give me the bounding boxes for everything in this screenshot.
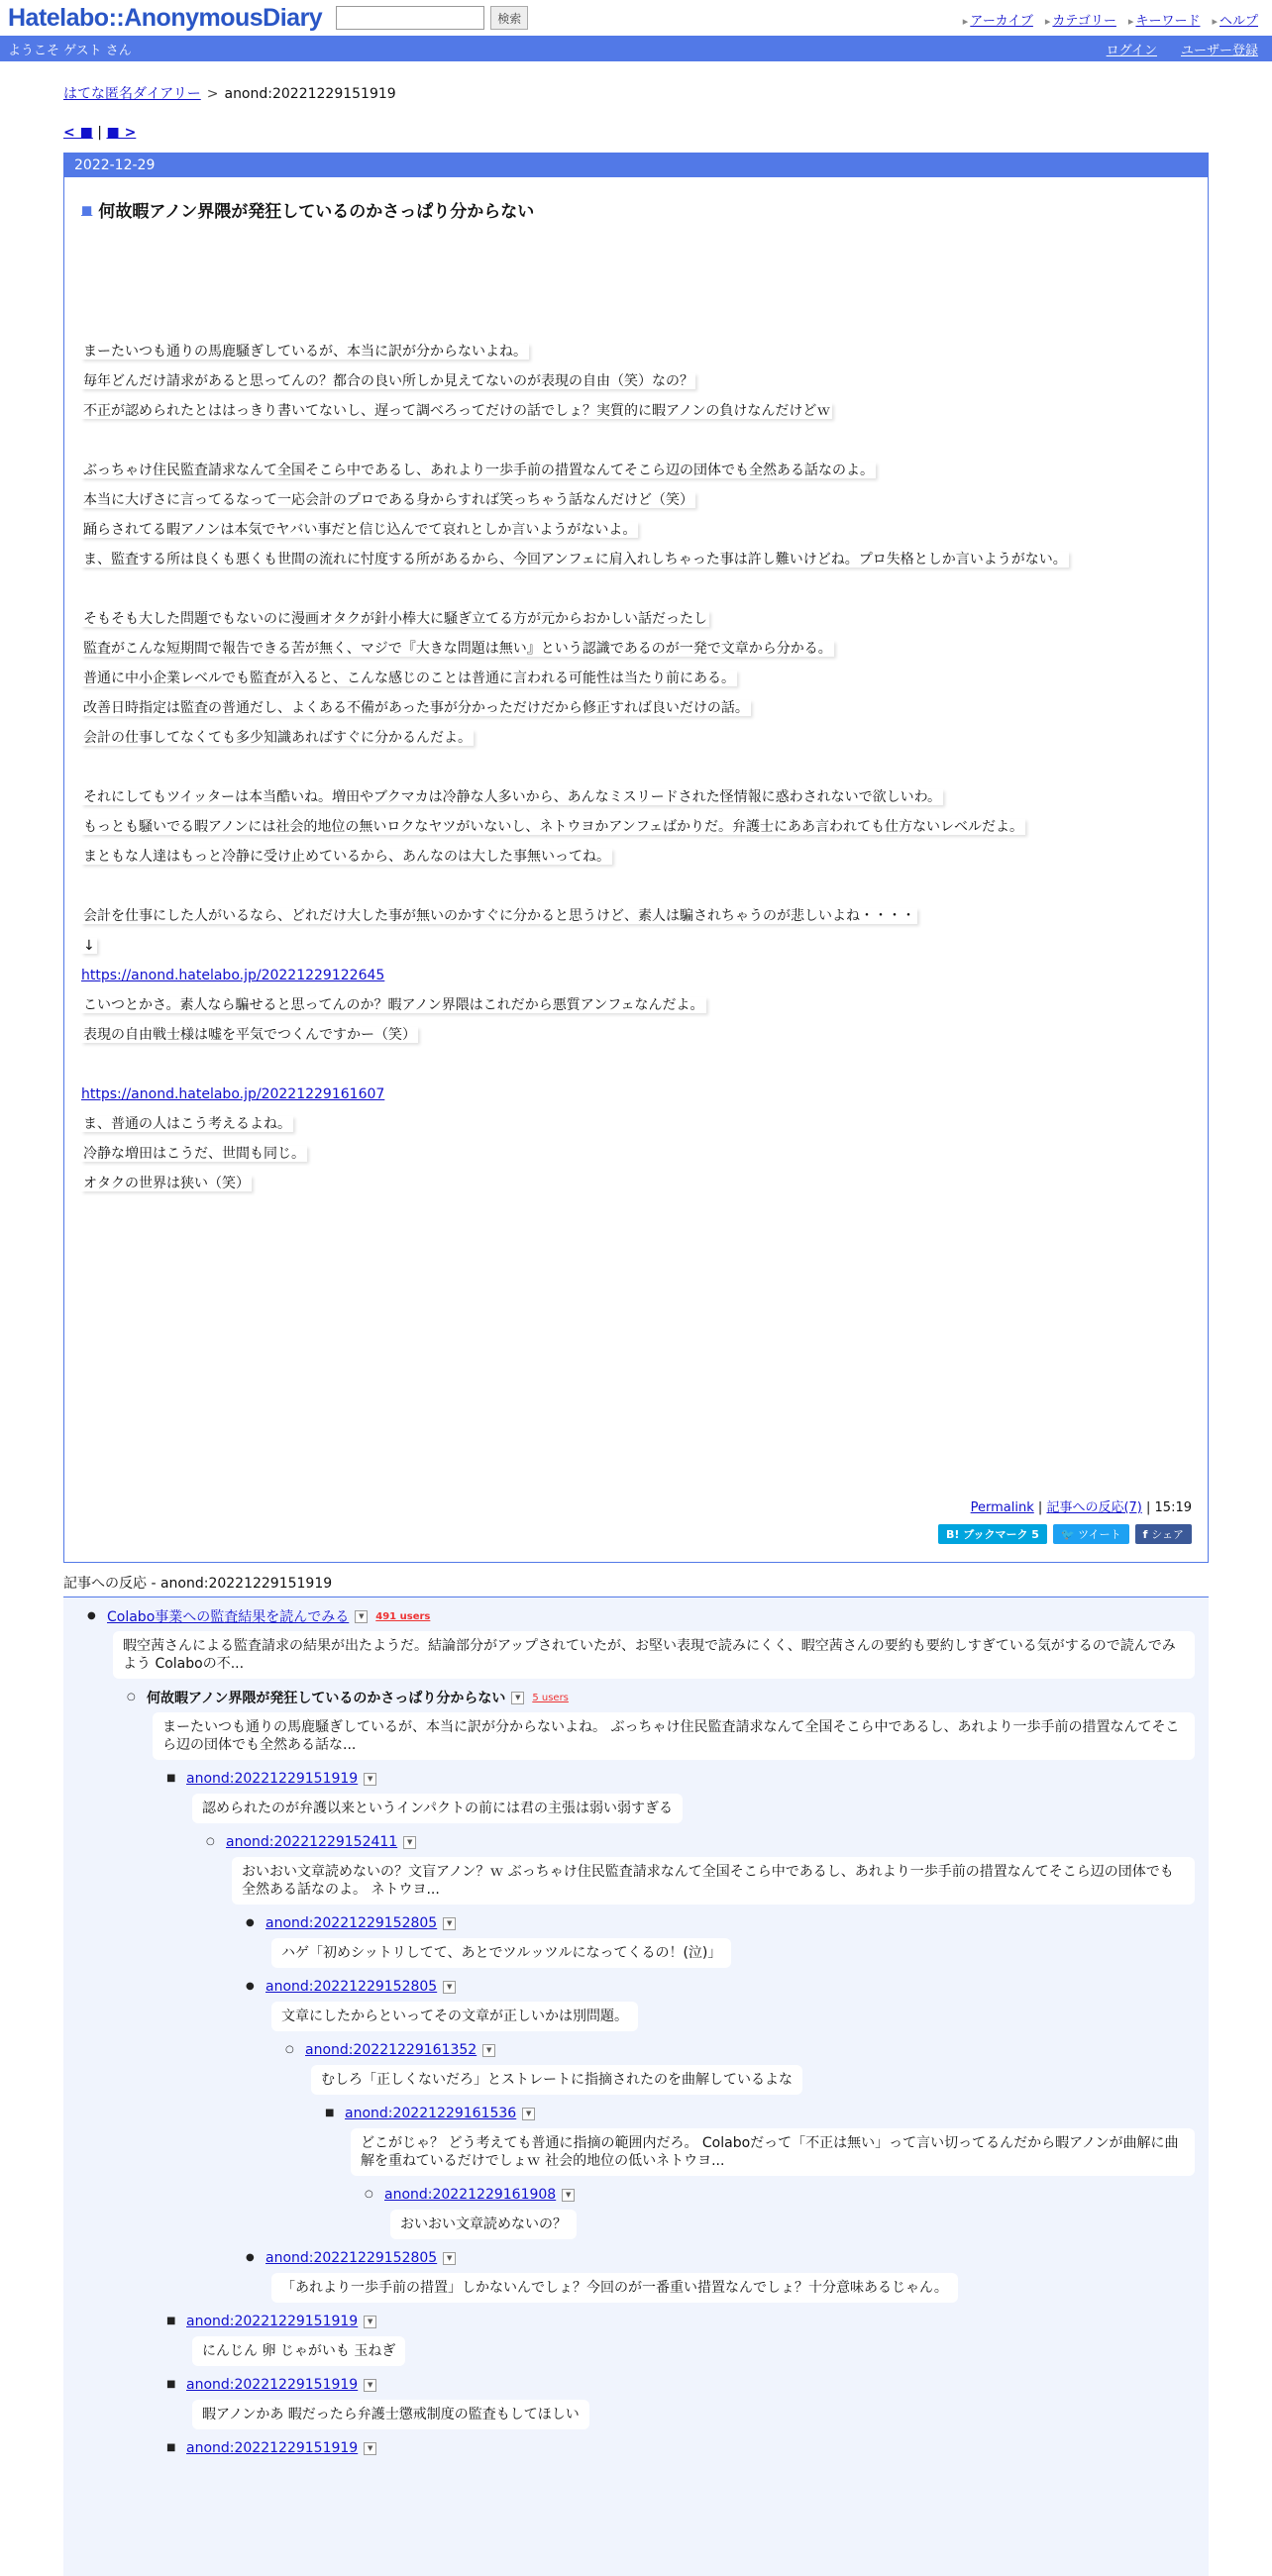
response-node bbox=[206, 1831, 1209, 1912]
response-head bbox=[384, 2184, 1209, 2206]
entry-line-text: 改善日時指定は監査の普通だし、よくある不備があった事が分かっただけだから修正すれば良いだけの話。 bbox=[83, 700, 749, 716]
share-buttons bbox=[938, 1524, 1192, 1544]
prev-entry-link[interactable]: < ■ bbox=[63, 125, 93, 141]
dropdown-arrow-icon[interactable]: ▼ bbox=[522, 2108, 535, 2120]
response-head bbox=[186, 2437, 1209, 2459]
responses-title: 記事への反応 - anond:20221229151919 bbox=[63, 1573, 1209, 1597]
response-head bbox=[265, 1976, 1209, 1998]
entry-line-text: こいつとかさ。素人なら騙せると思ってんのか？暇アノン界隈はこれだから悪質アンフェなんだよ。 bbox=[83, 997, 704, 1013]
entry-line-text: 本当に大げさに言ってるなって一応会計のプロである身からすれば笑っちゃう話なんだけど（笑） bbox=[83, 492, 693, 508]
twitter-icon: 🐦 bbox=[1060, 1528, 1079, 1541]
response-tree bbox=[63, 1597, 1209, 2576]
breadcrumb bbox=[63, 83, 1209, 103]
response-node bbox=[87, 1605, 1209, 1687]
response-title[interactable]: anond:20221229152411 bbox=[226, 1834, 398, 1850]
response-excerpt-wrap bbox=[265, 2269, 1209, 2311]
response-excerpt: 認められたのが弁護以来というインパクトの前には君の主張は弱い弱すぎる bbox=[192, 1794, 683, 1823]
response-node bbox=[246, 1912, 1209, 1976]
top-header bbox=[0, 0, 1272, 36]
response-title[interactable]: Colabo事業への監査結果を読んでみる bbox=[107, 1609, 350, 1625]
response-excerpt: どこがじゃ？ どう考えても普通に指摘の範囲内だろ。 Colaboだって「不正は無い」って言い切ってるんだから暇アノンが曲解に曲解を重ねているだけでしょｗ 社会的地位の低いネトウヨ... bbox=[351, 2128, 1195, 2176]
top-nav bbox=[963, 10, 1258, 29]
entry-line bbox=[81, 1109, 1208, 1139]
response-node bbox=[166, 2437, 1209, 2459]
tree-bullet-icon: ■ bbox=[325, 2108, 335, 2118]
nav-category[interactable]: ▸ カテゴリー bbox=[1045, 10, 1116, 29]
response-title[interactable]: anond:20221229151919 bbox=[186, 1771, 359, 1787]
tree-bullet-icon: ■ bbox=[166, 2316, 176, 2326]
entry-line-text: 不正が認められたとははっきり書いてないし、遅って調べろってだけの話でしょ？実質的に暇アノンの負けなんだけどｗ bbox=[83, 403, 831, 419]
entry-permalink-square[interactable]: ■ bbox=[81, 202, 93, 217]
entry-line bbox=[81, 961, 1208, 990]
response-excerpt-wrap bbox=[345, 2124, 1209, 2184]
tree-bullet-icon: ● bbox=[246, 1981, 255, 1992]
dropdown-arrow-icon[interactable]: ▼ bbox=[443, 1917, 456, 1930]
entry-line bbox=[81, 485, 1208, 515]
response-node bbox=[246, 1976, 1209, 2039]
response-excerpt-wrap bbox=[265, 1998, 1209, 2039]
footer-separator-1: | bbox=[1037, 1500, 1043, 1515]
entry-line bbox=[81, 812, 1208, 842]
response-title[interactable]: anond:20221229151919 bbox=[186, 2377, 359, 2393]
response-title[interactable]: anond:20221229152805 bbox=[265, 1979, 438, 1995]
response-node bbox=[285, 2039, 1209, 2103]
response-excerpt-wrap bbox=[186, 1790, 1209, 1831]
response-excerpt: まーたいつも通りの馬鹿騒ぎしているが、本当に訳が分からないよね。 ぶっちゃけ住民監査請求なんて全国そこら中であるし、あれより一歩手前の措置なんてそこら辺の団体でも全然ある話な... bbox=[153, 1712, 1195, 1760]
dropdown-arrow-icon[interactable]: ▼ bbox=[443, 1981, 456, 1994]
entry-line bbox=[81, 693, 1208, 723]
response-head bbox=[186, 2311, 1209, 2332]
entry-line bbox=[81, 664, 1208, 693]
entry-line bbox=[81, 782, 1208, 812]
entry-line bbox=[81, 545, 1208, 574]
entry-line bbox=[81, 842, 1208, 872]
entry-line bbox=[81, 604, 1208, 634]
entry-line bbox=[81, 1080, 1208, 1109]
tree-bullet-icon: ○ bbox=[365, 2189, 373, 2200]
dropdown-arrow-icon[interactable]: ▼ bbox=[364, 2379, 376, 2392]
entry-line bbox=[81, 574, 1208, 604]
dropdown-arrow-icon[interactable]: ▼ bbox=[355, 1610, 368, 1623]
dropdown-arrow-icon[interactable]: ▼ bbox=[562, 2189, 575, 2202]
response-title[interactable]: anond:20221229152805 bbox=[265, 1915, 438, 1931]
entry-line-text: まーたいつも通りの馬鹿騒ぎしているが、本当に訳が分からないよね。 bbox=[83, 344, 527, 360]
response-excerpt: むしろ「正しくないだろ」とストレートに指摘されたのを曲解しているよな bbox=[311, 2065, 802, 2095]
reactions-link[interactable]: 記事への反応(7) bbox=[1046, 1500, 1142, 1515]
anond-link-2[interactable]: https://anond.hatelabo.jp/20221229161607 bbox=[81, 1086, 385, 1102]
dropdown-arrow-icon[interactable]: ▼ bbox=[364, 1773, 376, 1786]
entry-line bbox=[81, 396, 1208, 426]
dropdown-arrow-icon[interactable]: ▼ bbox=[511, 1692, 524, 1704]
entry-title: 何故暇アノン界隈が発狂しているのかさっぱり分からない bbox=[98, 202, 535, 222]
response-node bbox=[365, 2184, 1209, 2247]
nav-help[interactable]: ▸ ヘルプ bbox=[1212, 10, 1258, 29]
entry-title-row bbox=[81, 197, 1208, 222]
search-button[interactable]: 検索 bbox=[490, 6, 528, 30]
entry-time: 15:19 bbox=[1154, 1500, 1192, 1515]
dropdown-arrow-icon[interactable]: ▼ bbox=[443, 2252, 456, 2265]
welcome-text: ようこそ ゲスト さん bbox=[8, 43, 132, 58]
dropdown-arrow-icon[interactable]: ▼ bbox=[364, 2442, 376, 2455]
entry-line-text: ま、監査する所は良くも悪くも世間の流れに忖度する所があるから、今回アンフェに肩入れしちゃった事は許し難いけどね。プロ失格としか言いようがない。 bbox=[83, 552, 1067, 567]
bookmark-users-count[interactable]: 5 users bbox=[532, 1692, 569, 1703]
entry-line bbox=[81, 337, 1208, 366]
entry-line-text: そもそも大した問題でもないのに漫画オタクが針小棒大に騒ぎ立てる方が元からおかしい話だったし bbox=[83, 611, 707, 627]
permalink-link[interactable]: Permalink bbox=[970, 1500, 1034, 1515]
tree-bullet-icon: ● bbox=[87, 1610, 96, 1621]
entry-line bbox=[81, 901, 1208, 931]
entry-line-text: それにしてもツイッターは本当酷いね。増田やブクマカは冷静な人多いから、あんなミスリードされた怪情報に惑わされないで欲しいわ。 bbox=[83, 789, 942, 805]
entry-line-text: 会計の仕事してなくても多少知識あればすぐに分かるんだよ。 bbox=[83, 730, 472, 746]
entry-line bbox=[81, 990, 1208, 1020]
dropdown-arrow-icon[interactable]: ▼ bbox=[403, 1836, 416, 1849]
search-input[interactable] bbox=[336, 6, 484, 30]
response-node bbox=[166, 2374, 1209, 2437]
entry-line bbox=[81, 1139, 1208, 1169]
response-excerpt: ハゲ「初めシットリしてて、あとでツルッツルになってくるの！(泣)」 bbox=[271, 1938, 731, 1968]
response-node bbox=[246, 2247, 1209, 2311]
hatena-bookmark-button[interactable]: B! ブックマーク 5 bbox=[938, 1524, 1047, 1544]
entry-line bbox=[81, 366, 1208, 396]
response-node bbox=[127, 1687, 1209, 1768]
entry-line-text: 普通に中小企業レベルでも監査が入ると、こんな感じのことは普通に言われる可能性は当たり前にある。 bbox=[83, 670, 735, 686]
dropdown-arrow-icon[interactable]: ▼ bbox=[364, 2316, 376, 2328]
response-excerpt-wrap bbox=[384, 2206, 1209, 2247]
response-excerpt-wrap bbox=[226, 1853, 1209, 1912]
breadcrumb-separator: > bbox=[206, 86, 219, 102]
entry-line-text: ぶっちゃけ住民監査請求なんて全国そこら中であるし、あれより一歩手前の措置なんてそこら辺の団体でも全然ある話なのよ。 bbox=[83, 463, 874, 478]
pager bbox=[63, 125, 1209, 141]
entry-line-text: 冷静な増田はこうだ、世間も同じ。 bbox=[83, 1146, 305, 1162]
response-node bbox=[166, 2311, 1209, 2374]
response-title[interactable]: anond:20221229151919 bbox=[186, 2440, 359, 2456]
entry-line bbox=[81, 1050, 1208, 1080]
tree-bullet-icon: ■ bbox=[166, 2379, 176, 2390]
response-excerpt: おいおい文章読めないの？ bbox=[390, 2210, 577, 2239]
login-link[interactable]: ログイン bbox=[1106, 43, 1157, 58]
entry-line-text: ま、普通の人はこう考えるよね。 bbox=[83, 1116, 291, 1132]
nav-archive[interactable]: ▸ アーカイブ bbox=[963, 10, 1033, 29]
entry-line bbox=[81, 872, 1208, 901]
response-title[interactable]: anond:20221229161908 bbox=[384, 2187, 557, 2203]
main-content bbox=[63, 61, 1209, 2576]
next-entry-link[interactable]: ■ > bbox=[106, 125, 137, 141]
entry-line bbox=[81, 931, 1208, 961]
tweet-label: ツイート bbox=[1078, 1528, 1121, 1541]
entry-line-text: 表現の自由戦士様は嘘を平気でつくんですかー（笑） bbox=[83, 1027, 416, 1043]
bookmark-users-count[interactable]: 491 users bbox=[375, 1610, 431, 1622]
entry-line-text: もっとも騒いでる暇アノンには社会的地位の無いロクなヤツがいないし、ネトウヨかアンフェばかりだ。弁護士にああ言われても仕方ないレベルだよ。 bbox=[83, 819, 1024, 835]
tree-bullet-icon: ● bbox=[246, 2252, 255, 2263]
dropdown-arrow-icon[interactable]: ▼ bbox=[482, 2044, 495, 2057]
response-head bbox=[147, 1687, 1209, 1708]
facebook-share-button[interactable] bbox=[1135, 1524, 1192, 1544]
response-excerpt-wrap bbox=[186, 2332, 1209, 2374]
entry-line bbox=[81, 1020, 1208, 1050]
tree-bullet-icon: ○ bbox=[285, 2044, 294, 2055]
footer-separator-2: | bbox=[1146, 1500, 1151, 1515]
response-head bbox=[186, 2374, 1209, 2396]
tree-bullet-icon: ○ bbox=[206, 1836, 215, 1847]
entry-line-text: 監査がこんな短期間で報告できる苦が無く、マジで『大きな問題は無い』という認識であるのが一発で文章から分かる。 bbox=[83, 641, 832, 657]
entry-date: 2022-12-29 bbox=[64, 154, 1208, 177]
response-excerpt: にんじん 卵 じゃがいも 玉ねぎ bbox=[192, 2336, 405, 2366]
pager-separator: | bbox=[97, 125, 103, 141]
response-head bbox=[265, 1912, 1209, 1934]
response-head bbox=[226, 1831, 1209, 1853]
breadcrumb-home[interactable]: はてな匿名ダイアリー bbox=[63, 86, 201, 102]
entry-line bbox=[81, 723, 1208, 753]
entry-line-text: オタクの世界は狭い（笑） bbox=[83, 1176, 250, 1191]
tree-bullet-icon: ■ bbox=[166, 2442, 176, 2453]
response-head bbox=[186, 1768, 1209, 1790]
entry-line bbox=[81, 426, 1208, 456]
response-excerpt: 「あれより一歩手前の措置」しかないんでしょ？今回のが一番重い措置なんでしょ？十分意味あるじゃん。 bbox=[271, 2273, 958, 2303]
response-head bbox=[305, 2039, 1209, 2061]
anond-link-1[interactable]: https://anond.hatelabo.jp/20221229122645 bbox=[81, 968, 385, 983]
response-excerpt: おいおい文章読めないの？文盲アノン？ｗ ぶっちゃけ住民監査請求なんて全国そこら中であるし、あれより一歩手前の措置なんてそこら辺の団体でも全然ある話なのよ。 ネトウヨ... bbox=[232, 1857, 1195, 1905]
response-node bbox=[325, 2103, 1209, 2184]
response-excerpt-wrap bbox=[147, 1708, 1209, 1768]
response-excerpt: 暇アノンかあ 暇だったら弁護士懲戒制度の監査もしてほしい bbox=[192, 2400, 589, 2429]
tree-bullet-icon: ○ bbox=[127, 1692, 136, 1702]
entry-footer bbox=[971, 1496, 1192, 1515]
response-head bbox=[345, 2103, 1209, 2124]
entry-line-text: ↓ bbox=[83, 938, 95, 954]
response-head bbox=[265, 2247, 1209, 2269]
welcome-bar bbox=[0, 36, 1272, 61]
facebook-icon: f bbox=[1142, 1528, 1152, 1541]
response-excerpt-wrap bbox=[186, 2396, 1209, 2437]
response-excerpt: 暇空茜さんによる監査請求の結果が出たようだ。結論部分がアップされていたが、お堅い表現で読みにくく、暇空茜さんの要約も要約しすぎている気がするので読んでみよう Colaboの不... bbox=[113, 1631, 1195, 1679]
entry-body bbox=[81, 337, 1208, 1198]
entry-line-text: まともな人達はもっと冷静に受け止めているから、あんなのは大した事無いってね。 bbox=[83, 849, 610, 865]
tweet-button[interactable] bbox=[1053, 1524, 1129, 1544]
response-title: 何故暇アノン界隈が発狂しているのかさっぱり分からない bbox=[147, 1691, 506, 1706]
response-title[interactable]: anond:20221229152805 bbox=[265, 2250, 438, 2266]
breadcrumb-current: anond:20221229151919 bbox=[224, 86, 396, 102]
nav-keyword[interactable]: ▸ キーワード bbox=[1128, 10, 1201, 29]
facebook-share-label: シェア bbox=[1151, 1528, 1184, 1541]
response-excerpt-wrap bbox=[305, 2061, 1209, 2103]
entry-line bbox=[81, 515, 1208, 545]
entry-line-text: 会計を仕事にした人がいるなら、どれだけ大した事が無いのかすぐに分かると思うけど、素人は騙されちゃうのが悲しいよね・・・・ bbox=[83, 908, 915, 924]
entry-line bbox=[81, 456, 1208, 485]
site-logo[interactable]: Hatelabo::AnonymousDiary bbox=[8, 3, 323, 32]
response-excerpt-wrap bbox=[107, 1627, 1209, 1687]
tree-bullet-icon: ● bbox=[246, 1917, 255, 1928]
response-title[interactable]: anond:20221229161352 bbox=[305, 2042, 477, 2058]
register-link[interactable]: ユーザー登録 bbox=[1180, 43, 1258, 58]
entry-box bbox=[63, 153, 1209, 1563]
entry-line-text: 踊らされてる暇アノンは本気でヤバい事だと信じ込んでて哀れとしか言いようがないよ。 bbox=[83, 522, 637, 538]
response-head bbox=[107, 1605, 1209, 1627]
response-title[interactable]: anond:20221229161536 bbox=[345, 2106, 517, 2121]
response-excerpt: 文章にしたからといってその文章が正しいかは別問題。 bbox=[271, 2002, 638, 2031]
entry-line bbox=[81, 634, 1208, 664]
response-title[interactable]: anond:20221229151919 bbox=[186, 2314, 359, 2329]
entry-line-text: 毎年どんだけ請求があると思ってんの？都合の良い所しか見えてないのが表現の自由（笑）なの？ bbox=[83, 373, 693, 389]
response-node bbox=[166, 1768, 1209, 1831]
entry-line bbox=[81, 753, 1208, 782]
entry-line bbox=[81, 1169, 1208, 1198]
tree-bullet-icon: ■ bbox=[166, 1773, 176, 1784]
response-excerpt-wrap bbox=[265, 1934, 1209, 1976]
